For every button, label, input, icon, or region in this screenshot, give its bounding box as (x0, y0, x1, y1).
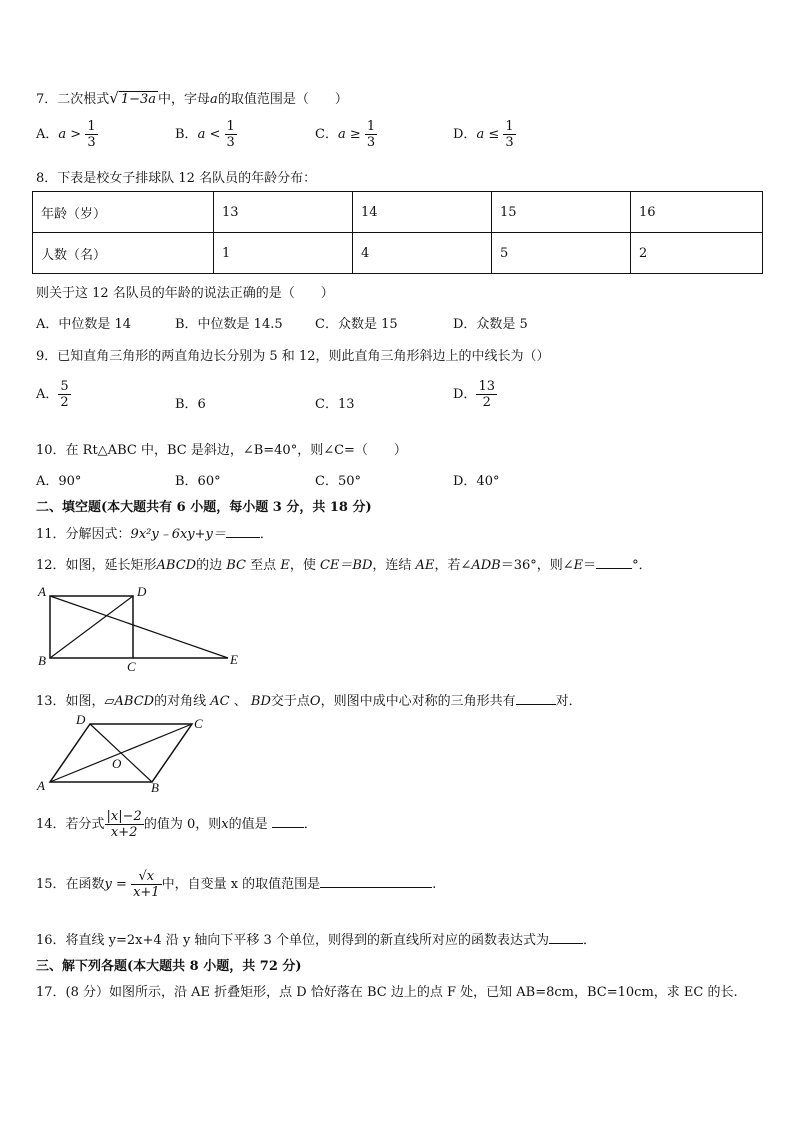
answer-blank[interactable] (596, 568, 632, 569)
label-d: D (76, 712, 86, 727)
q12-rectangle-figure (32, 584, 247, 674)
q10-stem: 10．在 Rt△ABC 中，BC 是斜边，∠B=40°，则∠C=（ ） (36, 443, 407, 458)
answer-blank[interactable] (320, 887, 432, 888)
segment-ae (50, 596, 228, 658)
table-cell: 5 (492, 233, 631, 274)
table-cell: 人数（名） (33, 233, 214, 274)
table-cell: 4 (353, 233, 492, 274)
q14: 14．若分式 $\frac{|x|-2}{x+2}$ 的值为 0，则x的值是 ． (36, 809, 317, 840)
label-b: B (151, 780, 159, 795)
label-e: E (230, 652, 238, 667)
q9-option-c[interactable]: C．13 (315, 397, 355, 412)
table-cell: 16 (631, 192, 763, 233)
q13-parallelogram-figure (34, 712, 214, 797)
q8-option-c[interactable]: C．众数是 15 (315, 317, 398, 332)
table-row (33, 192, 763, 233)
q7-option-c[interactable]: C．a ≥ $\frac{1}{3}$ (315, 119, 376, 150)
q9-option-d[interactable]: D． $\frac{13}{2}$ (453, 379, 495, 410)
label-a: A (37, 778, 45, 793)
fraction: $\frac{13}{2}$ (478, 379, 495, 410)
q17: 17．(8 分）如图所示，沿 AE 折叠矩形，点 D 恰好落在 BC 边上的点 F 处，已知 AB=8cm，BC=10cm，求 EC 的长. (36, 985, 738, 1000)
q7-stem: 7．二次根式√ 1−3a 中，字母a的取值范围是（ ） (36, 89, 348, 107)
table-cell: 年龄（岁） (33, 192, 214, 233)
fraction: $\frac{1}{3}$ (505, 119, 514, 150)
fraction: $\frac{√x}{x+1}$ (133, 869, 160, 900)
q9-stem: 9．已知直角三角形的两直角边长分别为 5 和 12，则此直角三角形斜边上的中线长为（） (36, 349, 550, 364)
table-cell: 14 (353, 192, 492, 233)
table-row (33, 233, 763, 274)
fraction: $\frac{1}{3}$ (366, 119, 376, 150)
section-heading: 三、解下列各题(本大题共 8 小题，共 72 分) (36, 959, 302, 974)
q8-option-b[interactable]: B．中位数是 14.5 (175, 317, 283, 332)
fraction: $\frac{1}{3}$ (226, 119, 235, 150)
q10-option-c[interactable]: C．50° (315, 474, 361, 489)
q8-option-a[interactable]: A．中位数是 14 (36, 317, 132, 332)
diagonal-bd (90, 724, 152, 782)
q15: 15．在函数y = $\frac{√x}{x+1}$ 中，自变量 x 的取值范围是 . (36, 869, 437, 900)
label-d: D (137, 584, 147, 599)
q9-option-b[interactable]: B．6 (175, 397, 206, 412)
q8-option-d[interactable]: D．众数是 5 (453, 317, 528, 332)
q7-option-a[interactable]: A．a > $\frac{1}{3}$ (36, 119, 96, 150)
table-cell: 2 (631, 233, 763, 274)
fraction: $\frac{1}{3}$ (87, 119, 96, 150)
section-heading: 二、填空题(本大题共有 6 小题，每小题 3 分，共 18 分) (36, 500, 372, 515)
q7-radicand: 1−3a (120, 92, 157, 107)
q13-stem: 13．如图，▱ABCD的对角线 AC 、 BD交于点O，则图中成中心对称的三角形共有 对． (36, 694, 582, 709)
age-distribution-table (32, 191, 763, 274)
q8-question: 则关于这 12 名队员的年龄的说法正确的是（ ） (36, 286, 334, 301)
fraction: $\frac{5}{2}$ (60, 379, 69, 410)
label-c: C (194, 716, 203, 731)
table-cell: 13 (214, 192, 353, 233)
sqrt-symbol: √ (109, 89, 119, 107)
fraction: $\frac{|x|-2}{x+2}$ (106, 809, 142, 840)
label-o: O (112, 756, 122, 771)
answer-blank[interactable] (549, 943, 583, 944)
q12-stem: 12．如图，延长矩形ABCD的边 BC 至点 E，使 CE＝BD，连结 AE，若∠ADB＝36°，则∠E＝ °． (36, 558, 652, 573)
q10-option-a[interactable]: A．90° (36, 474, 82, 489)
answer-blank[interactable] (272, 827, 304, 828)
q7-option-b[interactable]: B．a < $\frac{1}{3}$ (175, 119, 235, 150)
segment-bd (50, 596, 133, 658)
q8-stem: 8．下表是校女子排球队 12 名队员的年龄分布： (36, 171, 317, 186)
label-a: A (38, 584, 46, 599)
label-b: B (38, 653, 46, 668)
label-c: C (127, 659, 136, 674)
answer-blank[interactable] (516, 704, 556, 705)
q10-option-b[interactable]: B．60° (175, 474, 221, 489)
q16: 16．将直线 y=2x+4 沿 y 轴向下平移 3 个单位，则得到的新直线所对应的函数表达式为 ． (36, 933, 596, 948)
table-cell: 15 (492, 192, 631, 233)
q9-option-a[interactable]: A． $\frac{5}{2}$ (36, 379, 69, 410)
table-cell: 1 (214, 233, 353, 274)
q10-option-d[interactable]: D．40° (453, 474, 500, 489)
q11: 11．分解因式：9x²y﹣6xy+y＝ ． (36, 527, 273, 542)
answer-blank[interactable] (226, 537, 260, 538)
q7-option-d[interactable]: D．a ≤ $\frac{1}{3}$ (453, 119, 514, 150)
